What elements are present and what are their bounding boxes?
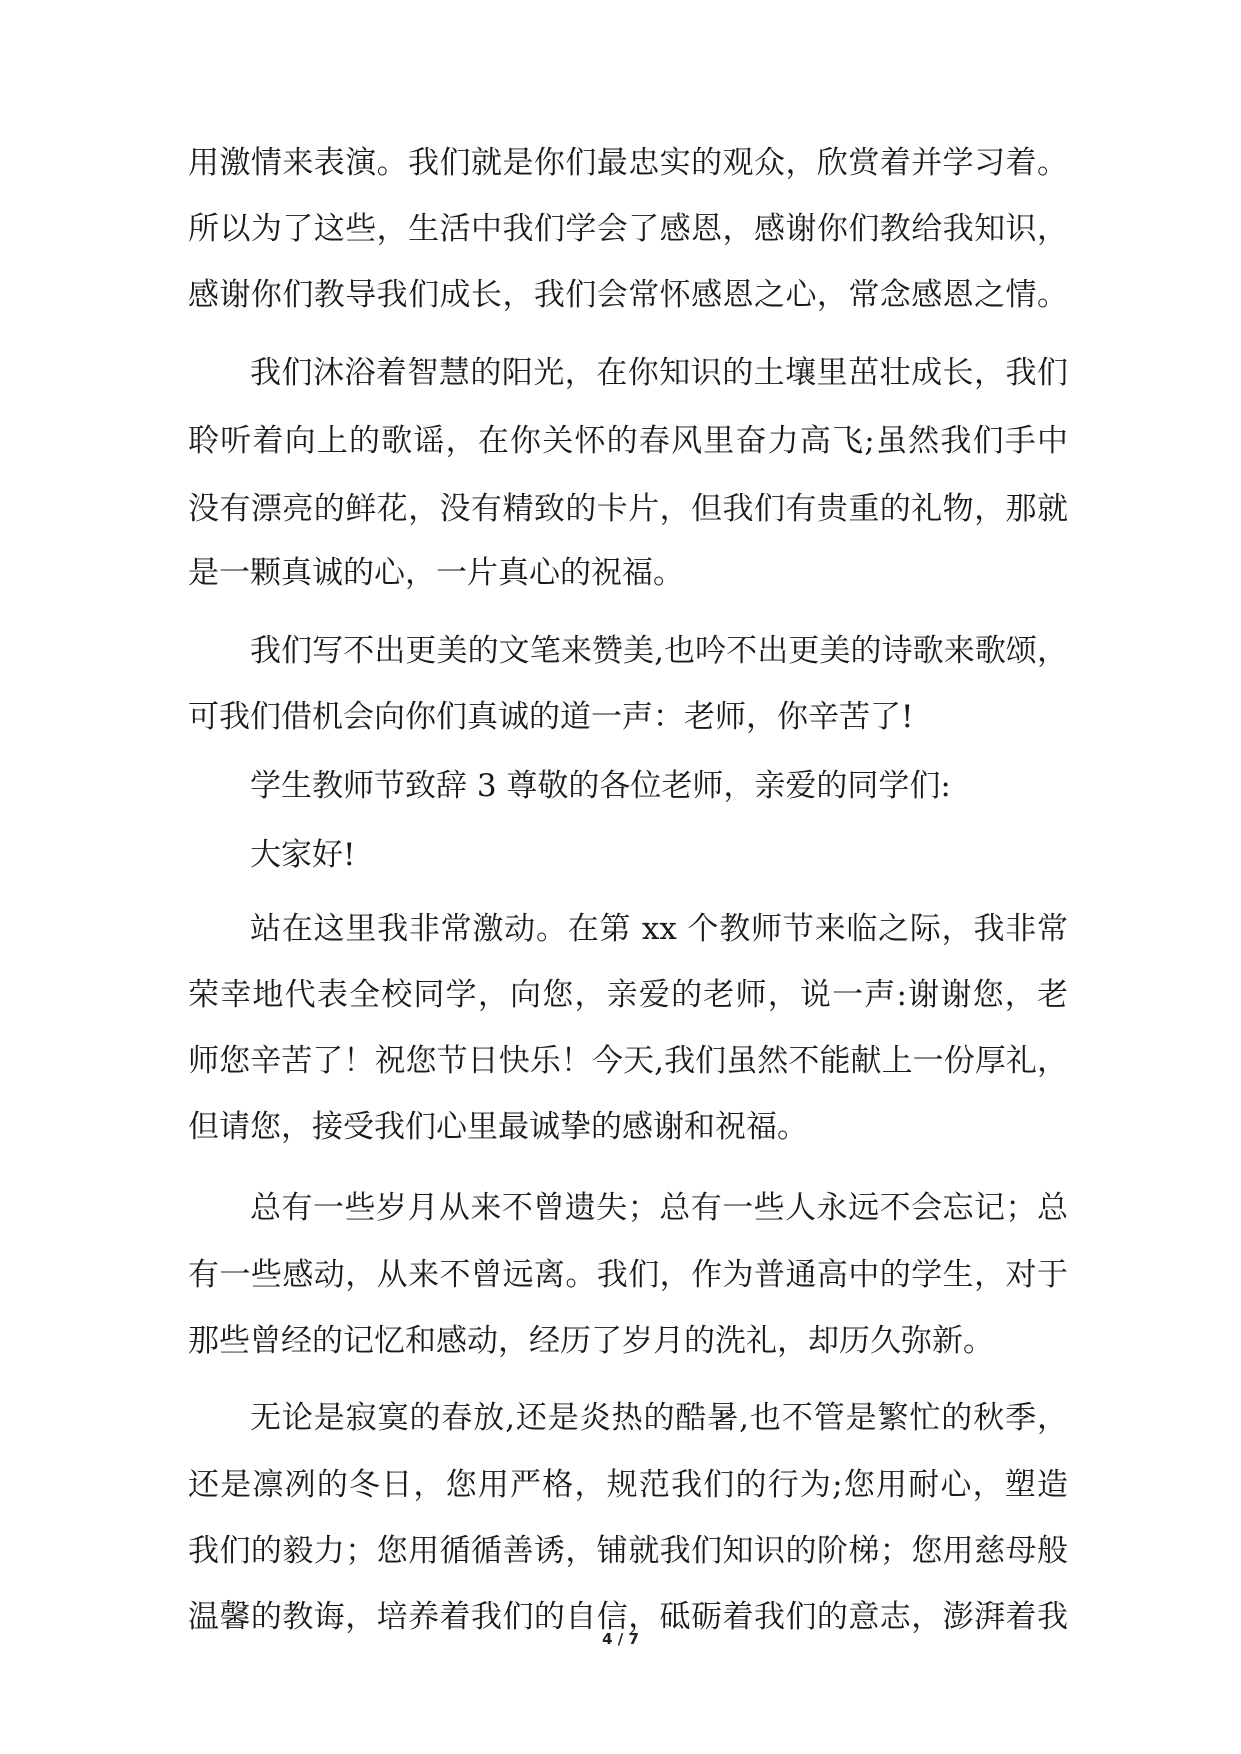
text-line: 可我们借机会向你们真诚的道一声：老师，你辛苦了! xyxy=(188,699,914,735)
page-number: 4 / 7 xyxy=(602,1630,639,1648)
text-line: 那些曾经的记忆和感动，经历了岁月的洗礼，却历久弥新。 xyxy=(188,1323,994,1359)
paragraph-first-line: 无论是寂寞的春放,还是炎热的酷暑,也不管是繁忙的秋季， xyxy=(250,1400,1068,1436)
text-line: 用激情来表演。我们就是你们最忠实的观众，欣赏着并学习着。 xyxy=(188,145,1068,181)
text-line: 聆听着向上的歌谣，在你关怀的春风里奋力高飞;虽然我们手中 xyxy=(188,423,1068,459)
text-line: 有一些感动，从来不曾远离。我们，作为普通高中的学生，对于 xyxy=(188,1257,1068,1293)
text-line: 温馨的教诲，培养着我们的自信，砥砺着我们的意志，澎湃着我 xyxy=(188,1599,1068,1635)
text-line: 还是凛冽的冬日，您用严格，规范我们的行为;您用耐心，塑造 xyxy=(188,1467,1068,1503)
paragraph-first-line: 我们沐浴着智慧的阳光，在你知识的土壤里茁壮成长，我们 xyxy=(250,355,1068,391)
text-line: 但请您，接受我们心里最诚挚的感谢和祝福。 xyxy=(188,1109,808,1145)
speech-title-line: 学生教师节致辞 3 尊敬的各位老师，亲爱的同学们: xyxy=(250,768,951,804)
text-line: 是一颗真诚的心，一片真心的祝福。 xyxy=(188,555,684,591)
text-line: 荣幸地代表全校同学，向您，亲爱的老师，说一声:谢谢您，老 xyxy=(188,977,1068,1013)
paragraph-first-line: 总有一些岁月从来不曾遗失；总有一些人永远不会忘记；总 xyxy=(250,1190,1068,1226)
text-line: 所以为了这些，生活中我们学会了感恩，感谢你们教给我知识， xyxy=(188,211,1068,247)
text-line: 我们的毅力；您用循循善诱，铺就我们知识的阶梯；您用慈母般 xyxy=(188,1533,1068,1569)
paragraph-first-line: 我们写不出更美的文笔来赞美,也吟不出更美的诗歌来歌颂， xyxy=(250,633,1068,669)
text-line: 没有漂亮的鲜花，没有精致的卡片，但我们有贵重的礼物，那就 xyxy=(188,491,1068,527)
text-line: 感谢你们教导我们成长，我们会常怀感恩之心，常念感恩之情。 xyxy=(188,277,1068,313)
greeting-line: 大家好! xyxy=(250,837,356,873)
text-line: 师您辛苦了！祝您节日快乐！今天,我们虽然不能献上一份厚礼， xyxy=(188,1043,1068,1079)
paragraph-first-line: 站在这里我非常激动。在第 xx 个教师节来临之际，我非常 xyxy=(250,911,1068,947)
